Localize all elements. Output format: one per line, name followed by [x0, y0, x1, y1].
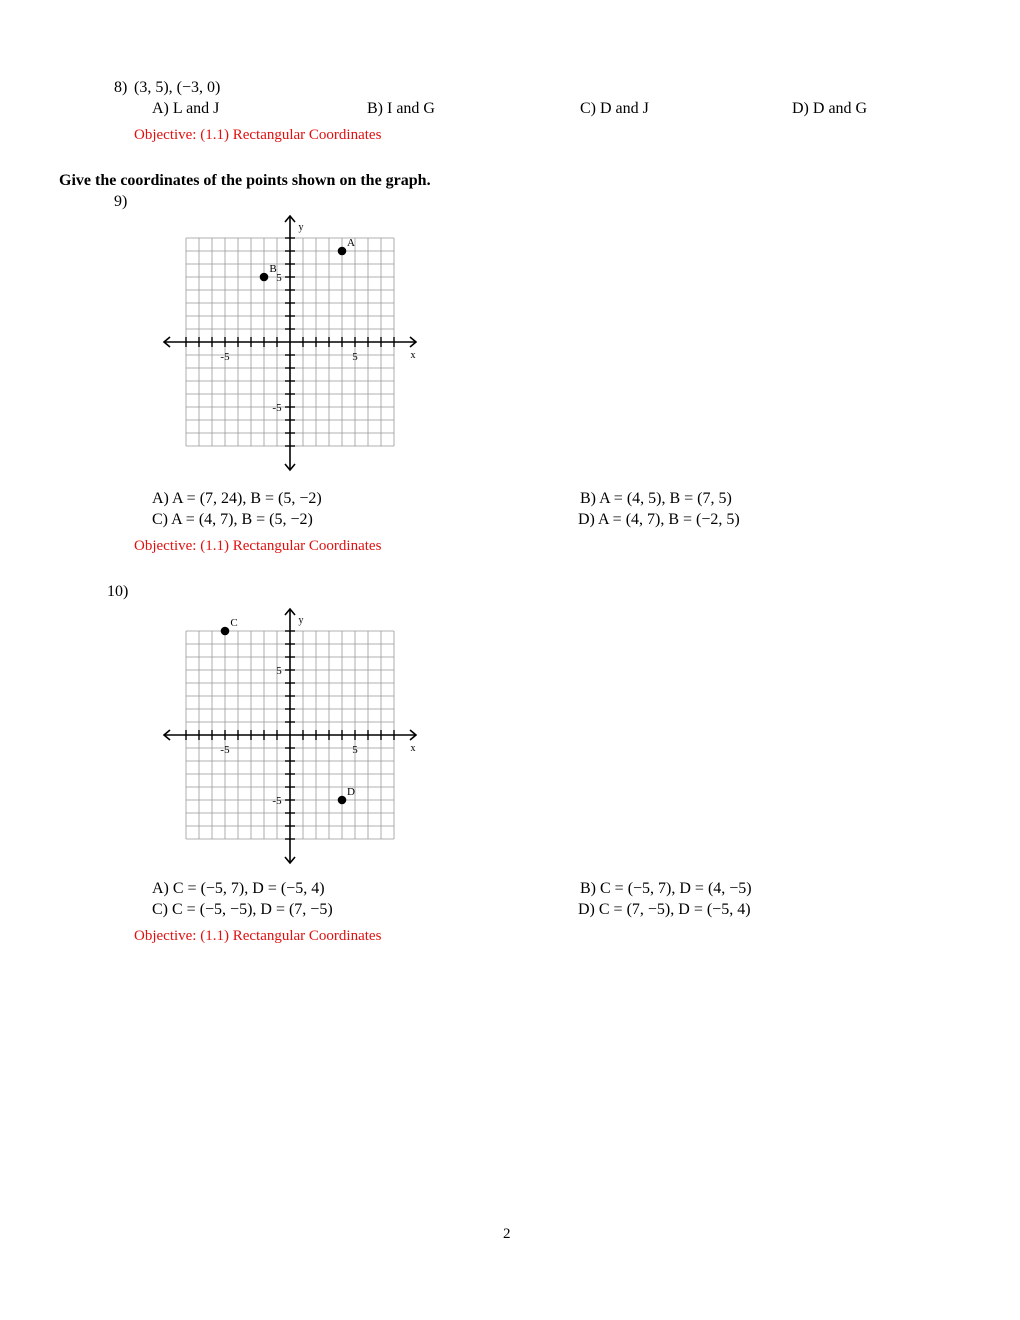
y-tick-label: -5: [272, 402, 282, 414]
q10-coordinate-graph: [150, 598, 430, 873]
q9-choice-d: D) A = (4, 7), B = (−2, 5): [578, 511, 740, 528]
q10-choice-b: B) C = (−5, 7), D = (4, −5): [580, 880, 752, 897]
q8-choice-b: B) I and G: [367, 100, 435, 117]
q9-choice-b: B) A = (4, 5), B = (7, 5): [580, 490, 732, 507]
q10-choice-d: D) C = (7, −5), D = (−5, 4): [578, 901, 751, 918]
point-label-c: C: [230, 617, 238, 629]
x-axis-label: x: [410, 743, 416, 754]
q8-choice-a: A) L and J: [152, 100, 220, 117]
y-tick-label: -5: [272, 795, 282, 807]
q9-choice-c: C) A = (4, 7), B = (5, −2): [152, 511, 313, 528]
page-number: 2: [503, 1226, 511, 1242]
y-axis-label: y: [298, 222, 304, 233]
q10-choice-a: A) C = (−5, 7), D = (−5, 4): [152, 880, 325, 897]
q10-choice-c: C) C = (−5, −5), D = (7, −5): [152, 901, 333, 918]
q10-objective: Objective: (1.1) Rectangular Coordinates: [134, 928, 382, 944]
q8-prompt: (3, 5), (−3, 0): [134, 79, 221, 96]
point-a: [338, 247, 347, 256]
q8-choice-d: D) D and G: [792, 100, 868, 117]
section-heading: Give the coordinates of the points shown on the graph.: [59, 172, 431, 189]
x-tick-label: 5: [352, 744, 358, 756]
q8-choice-c: C) D and J: [580, 100, 649, 117]
x-tick-label: 5: [352, 351, 358, 363]
point-d: [338, 796, 347, 805]
q9-objective: Objective: (1.1) Rectangular Coordinates: [134, 538, 382, 554]
point-label-b: B: [269, 263, 277, 275]
point-label-d: D: [347, 786, 355, 798]
x-axis-label: x: [410, 350, 416, 361]
y-tick-label: 5: [276, 272, 282, 284]
q8-number: 8): [114, 79, 128, 96]
q9-number: 9): [114, 193, 128, 210]
y-tick-label: 5: [276, 665, 282, 677]
point-c: [221, 627, 230, 636]
point-b: [260, 273, 269, 282]
point-label-a: A: [347, 237, 355, 249]
q9-choice-a: A) A = (7, 24), B = (5, −2): [152, 490, 322, 507]
q8-objective: Objective: (1.1) Rectangular Coordinates: [134, 127, 382, 143]
q9-coordinate-graph: [150, 205, 430, 480]
x-tick-label: -5: [220, 744, 230, 756]
x-tick-label: -5: [220, 351, 230, 363]
q10-number: 10): [107, 583, 129, 600]
y-axis-label: y: [298, 615, 304, 626]
